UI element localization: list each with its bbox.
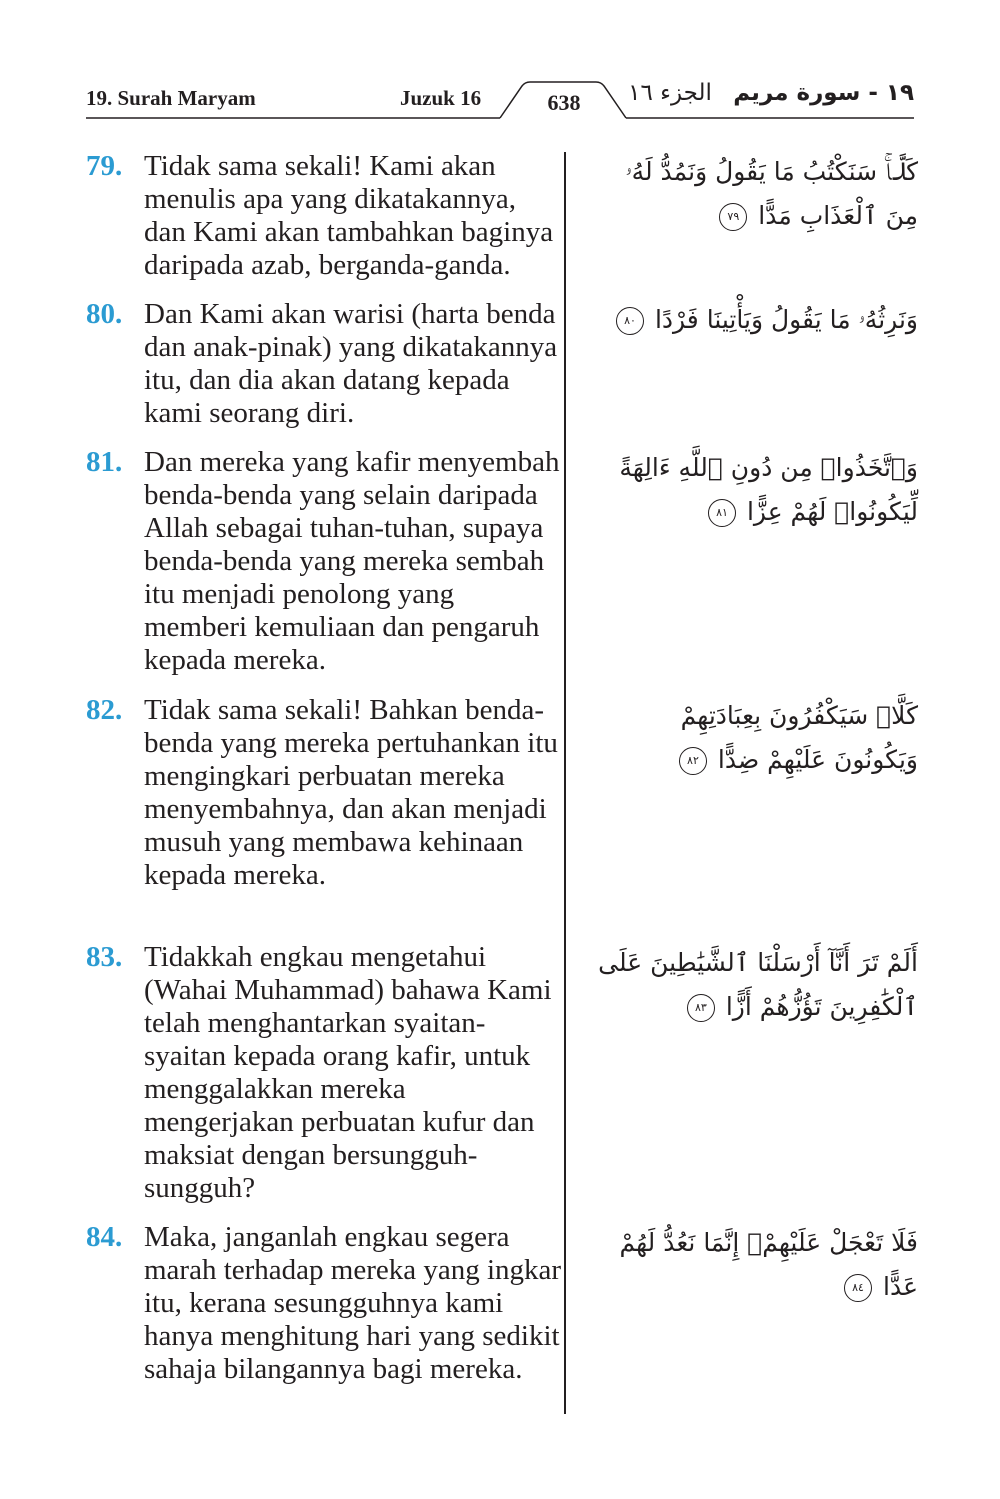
arabic-text: أَلَمْ تَرَ أَنَّآ أَرْسَلْنَا ٱلشَّيَٰطِينَ عَلَى ٱلْكَٰفِرِينَ تَؤُزُّهُمْ أَزًّا (598, 948, 918, 1021)
verse-translation: Tidak sama sekali! Kami akan menulis apa yang dikatakannya, dan Kami akan tambahkan baginya daripada azab, berganda-ganda. (144, 150, 554, 281)
verse-number: 79. (86, 150, 123, 182)
surah-title-ar: ١٩ - سورة مريم (733, 80, 914, 106)
page-number: 638 (547, 90, 581, 115)
arabic-text: فَلَا تَعْجَلْ عَلَيْهِمْۖ إِنَّمَا نَعُدُّ لَهُمْ عَدًّا (619, 1228, 918, 1301)
page-header (0, 0, 1000, 130)
arabic-text: وَنَرِثُهُۥ مَا يَقُولُ وَيَأْتِينَا فَرْدًا (654, 305, 918, 334)
verse-translation: Dan Kami akan warisi (harta benda dan anak-pinak) yang dikatakannya itu, dan dia akan datang kepada kami seorang diri. (144, 298, 558, 429)
verse-number: 80. (86, 298, 123, 330)
juz-label-ar: الجزء ١٦ (628, 80, 712, 106)
verse-number: 84. (86, 1221, 123, 1253)
verse-arabic (590, 694, 918, 782)
ayah-number-marker: ٨١ (708, 499, 736, 527)
verse-arabic (590, 941, 918, 1029)
ayah-number-marker: ٧٩ (719, 203, 747, 231)
verse-arabic (590, 1221, 918, 1309)
ayah-number-marker: ٨٠ (616, 307, 644, 335)
ayah-number-marker: ٨٤ (844, 1274, 872, 1302)
verse-number: 82. (86, 694, 123, 726)
verse-translation: Dan mereka yang kafir menyembah benda-benda yang selain daripada Allah sebagai tuhan-tuhan, supaya benda-benda yang mereka sembah itu menjadi penolong yang memberi kemuliaan dan pengaruh kepada mereka. (144, 446, 560, 676)
ayah-number-marker: ٨٣ (687, 994, 715, 1022)
verse-translation: Maka, janganlah engkau segera marah terhadap mereka yang ingkar itu, kerana sesungguhnya kami hanya menghitung hari yang sedikit sahaja bilangannya bagi mereka. (144, 1221, 562, 1385)
arabic-text: كَلَّاۚ سَنَكْتُبُ مَا يَقُولُ وَنَمُدُّ لَهُۥ مِنَ ٱلْعَذَابِ مَدًّا (625, 157, 918, 230)
verse-arabic (590, 150, 918, 238)
verse-translation: Tidakkah engkau mengetahui (Wahai Muhammad) bahawa Kami telah menghantarkan syaitan-syaitan kepada orang kafir, untuk menggalakkan mereka mengerjakan perbuatan kufur dan maksiat dengan bersungguh-sungguh? (144, 941, 552, 1204)
juz-label-en: Juzuk 16 (400, 86, 482, 110)
verse-translation: Tidak sama sekali! Bahkan benda-benda yang mereka pertuhankan itu mengingkari perbuatan mereka menyembahnya, dan akan menjadi musuh yang membawa kehinaan kepada mereka. (144, 694, 558, 891)
verse-arabic (590, 446, 918, 534)
arabic-text: كَلَّاۚ سَيَكْفُرُونَ بِعِبَادَتِهِمْ وَيَكُونُونَ عَلَيْهِمْ ضِدًّا (680, 701, 918, 774)
verse-number: 81. (86, 446, 123, 478)
ayah-number-marker: ٨٢ (679, 747, 707, 775)
arabic-text: وَٱتَّخَذُوا۟ مِن دُونِ ٱللَّهِ ءَالِهَةً لِّيَكُونُوا۟ لَهُمْ عِزًّا (619, 453, 918, 526)
verse-arabic (590, 298, 918, 342)
surah-title-en: 19. Surah Maryam (86, 86, 256, 110)
column-divider (564, 152, 566, 1414)
verse-number: 83. (86, 941, 123, 973)
